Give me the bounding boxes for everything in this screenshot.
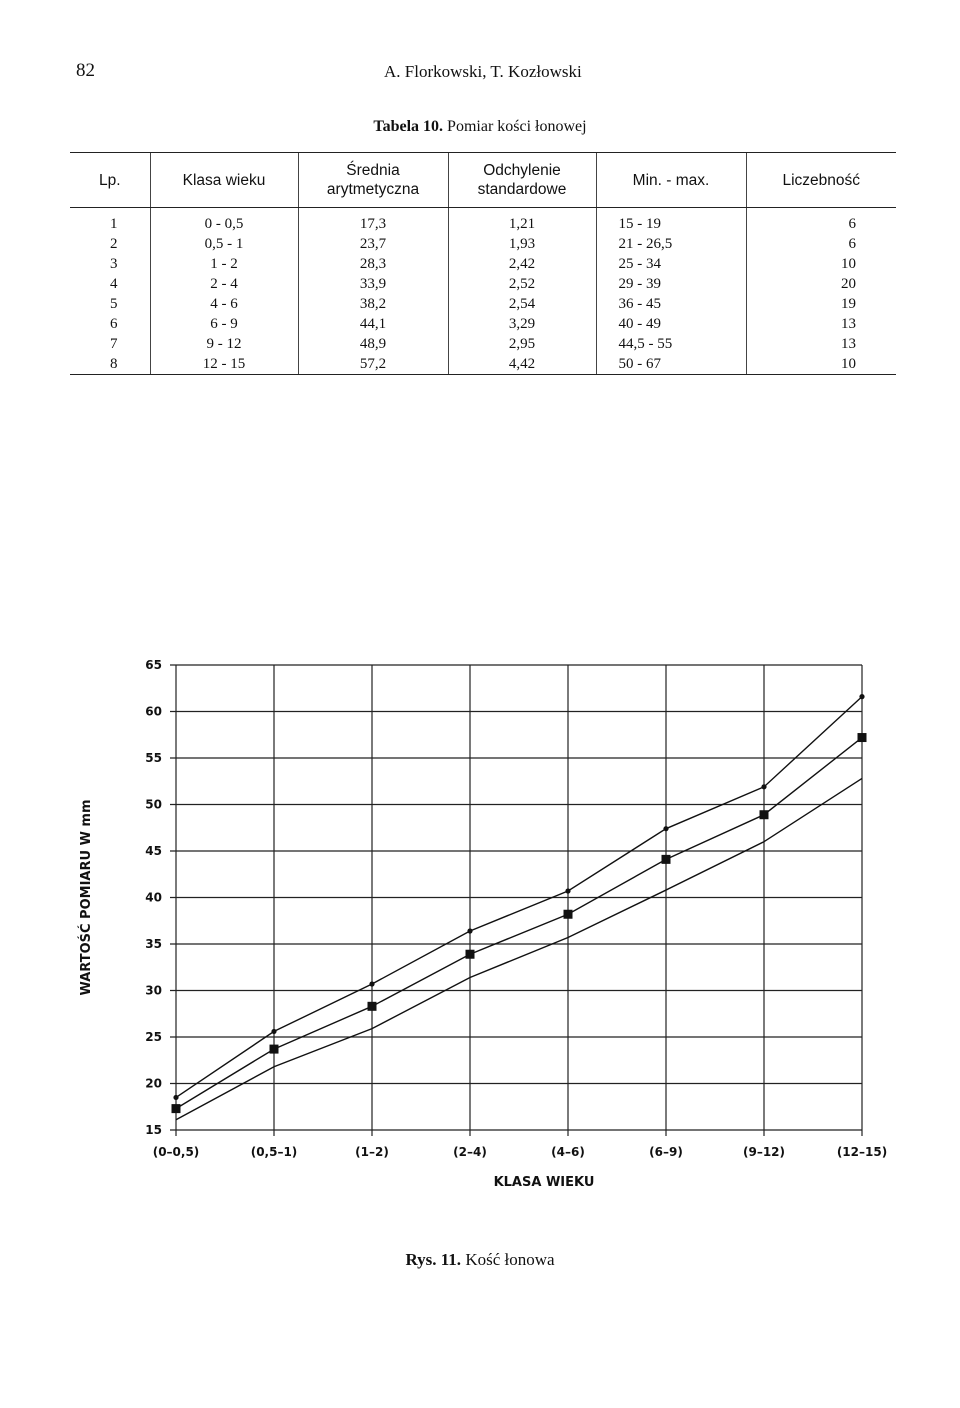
table-row [70,354,896,375]
x-tick-label: (1–2) [355,1145,389,1159]
y-axis-title: WARTOŚĆ POMIARU W mm [79,799,94,996]
y-tick-label: 30 [145,983,162,998]
table-header-row [70,153,896,208]
header-count: Liczebność [746,153,896,208]
cell-sd: 2,54 [448,294,596,314]
cell-lp: 5 [110,296,118,312]
measurement-table [70,152,896,375]
cell-count: 20 [746,274,896,294]
cell-age: 12 - 15 [150,354,298,375]
cell-sd: 3,29 [448,314,596,334]
header-sd [448,153,596,208]
cell-mean: 23,7 [298,234,448,254]
y-tick-label: 55 [145,751,162,765]
table-caption [0,118,960,136]
y-tick-label: 60 [145,704,162,719]
cell-sd: 2,42 [448,254,596,274]
table-caption-label: Tabela 10. [373,118,444,135]
cell-age: 0,5 - 1 [150,234,298,254]
data-point-square [172,1104,181,1113]
data-point-square [270,1045,279,1054]
table-row [70,274,896,294]
data-point-square [368,1002,377,1011]
cell-lp: 6 [110,316,118,332]
cell-mean: 44,1 [298,314,448,334]
cell-mean: 17,3 [298,208,448,235]
data-point-dot [467,928,472,933]
cell-count: 13 [746,334,896,354]
y-tick-label: 45 [145,844,162,858]
cell-lp: 8 [70,354,150,375]
x-tick-label: (2–4) [453,1145,487,1159]
cell-sd: 1,93 [448,234,596,254]
cell-range: 40 - 49 [596,314,746,334]
cell-range: 36 - 45 [596,294,746,314]
cell-lp: 2 [110,236,118,252]
cell-count: 19 [746,294,896,314]
data-point-dot [271,1029,276,1034]
page-number: 82 [76,60,95,81]
line-chart [0,640,960,1200]
cell-range: 21 - 26,5 [596,234,746,254]
table-row [70,208,896,235]
data-point-dot [663,826,668,831]
header-mean [298,153,448,208]
cell-mean: 57,2 [298,354,448,375]
cell-count: 13 [746,314,896,334]
cell-age: 4 - 6 [150,294,298,314]
header-mean-line1: Średnia [346,162,400,179]
data-point-dot [369,981,374,986]
data-point-square [466,950,475,959]
cell-age: 0 - 0,5 [150,208,298,235]
cell-range: 25 - 34 [596,254,746,274]
cell-lp: 4 [110,276,118,292]
x-tick-label: (0–0,5) [152,1145,200,1159]
data-point-dot [173,1095,178,1100]
data-point-dot [565,888,570,893]
data-point-dot [761,784,766,789]
x-tick-label: (6–9) [649,1145,683,1159]
y-tick-label: 50 [145,797,162,812]
cell-sd: 2,95 [448,334,596,354]
figure-caption-label: Rys. 11. [405,1250,462,1269]
data-point-square [662,855,671,864]
y-tick-label: 65 [145,658,162,672]
x-tick-label: (0,5–1) [250,1145,298,1159]
cell-age: 1 - 2 [150,254,298,274]
header-range: Min. - max. [596,153,746,208]
x-tick-label: (12–15) [836,1145,888,1159]
cell-mean: 28,3 [298,254,448,274]
figure-caption [0,1250,960,1270]
header-mean-line2: arytmetyczna [326,181,420,198]
data-point-dot [859,694,864,699]
table-row [70,294,896,314]
cell-range: 50 - 67 [596,354,746,375]
cell-range: 15 - 19 [596,208,746,235]
cell-count: 10 [746,354,896,375]
header-age-class: Klasa wieku [150,153,298,208]
cell-range: 44,5 - 55 [596,334,746,354]
cell-mean: 48,9 [298,334,448,354]
chart-container [0,640,960,1200]
y-tick-label: 20 [145,1076,162,1091]
cell-count: 10 [746,254,896,274]
y-tick-label: 15 [145,1123,162,1137]
cell-count: 6 [746,234,896,254]
cell-mean: 38,2 [298,294,448,314]
table-row [70,334,896,354]
cell-sd: 4,42 [448,354,596,375]
cell-sd: 2,52 [448,274,596,294]
table-row [70,254,896,274]
header-sd-line2: standardowe [477,181,567,198]
x-tick-label: (9–12) [742,1145,786,1159]
cell-lp: 1 [110,216,118,232]
cell-lp: 7 [110,336,118,352]
data-point-square [760,810,769,819]
data-point-square [564,910,573,919]
cell-sd: 1,21 [448,208,596,235]
running-head: A. Florkowski, T. Kozłowski [384,62,582,81]
data-point-square [858,733,867,742]
table-row [70,314,896,334]
cell-mean: 33,9 [298,274,448,294]
x-tick-label: (4–6) [551,1145,585,1159]
header-lp: Lp. [70,153,150,208]
table-row [70,234,896,254]
header-sd-line1: Odchylenie [483,162,561,179]
cell-age: 2 - 4 [150,274,298,294]
y-tick-label: 35 [145,937,162,951]
cell-lp: 3 [110,256,118,272]
y-tick-label: 40 [145,890,162,905]
cell-count: 6 [746,208,896,235]
x-axis-title: KLASA WIEKU [493,1175,595,1190]
table-caption-text: Pomiar kości łonowej [443,118,587,135]
cell-age: 6 - 9 [150,314,298,334]
series-line-3 [176,778,862,1119]
series-line-2 [176,738,862,1109]
y-tick-label: 25 [145,1030,162,1044]
cell-age: 9 - 12 [150,334,298,354]
figure-caption-text: Kość łonowa [461,1250,555,1269]
cell-range: 29 - 39 [596,274,746,294]
